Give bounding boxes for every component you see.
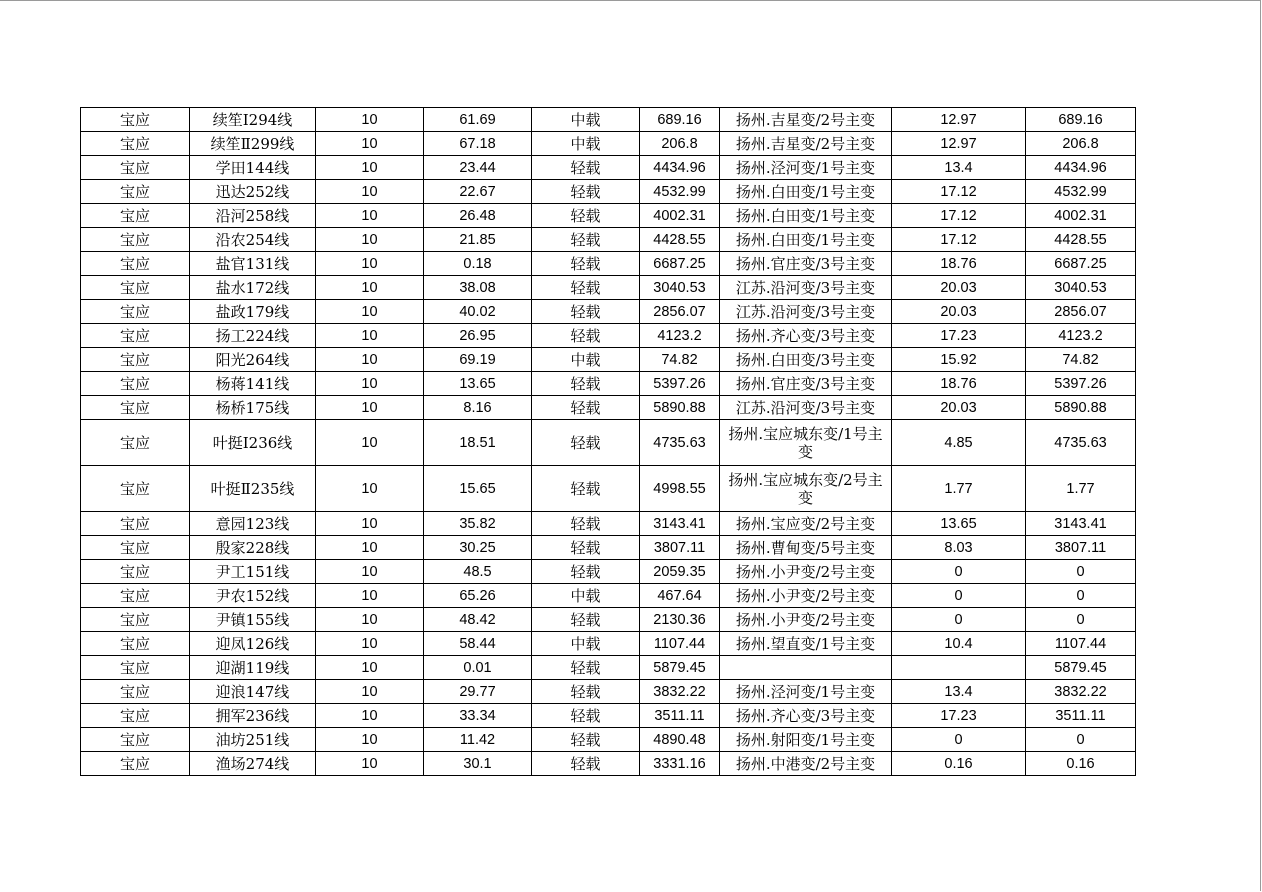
line-name-cell: 盐水172线	[190, 276, 316, 300]
load-status-cell: 轻载	[532, 372, 640, 396]
voltage-cell: 10	[316, 466, 424, 512]
table-row	[81, 752, 1136, 776]
transfer-cell: 4532.99	[1026, 180, 1136, 204]
transfer-cell: 3511.11	[1026, 704, 1136, 728]
table-row	[81, 632, 1136, 656]
load-rate-cell: 33.34	[424, 704, 532, 728]
district-cell: 宝应	[81, 396, 190, 420]
voltage-cell: 10	[316, 420, 424, 466]
load-rate-cell: 0.18	[424, 252, 532, 276]
table-row	[81, 132, 1136, 156]
capacity-cell: 4434.96	[640, 156, 720, 180]
table-body	[81, 108, 1136, 776]
capacity-cell: 3832.22	[640, 680, 720, 704]
line-name-cell: 油坊251线	[190, 728, 316, 752]
district-cell: 宝应	[81, 204, 190, 228]
transfer-cell: 0	[1026, 560, 1136, 584]
transfer-cell: 3832.22	[1026, 680, 1136, 704]
line-name-cell: 迎凤126线	[190, 632, 316, 656]
transfer-cell: 6687.25	[1026, 252, 1136, 276]
table-row	[81, 180, 1136, 204]
capacity-cell: 4890.48	[640, 728, 720, 752]
load-rate-cell: 67.18	[424, 132, 532, 156]
substation-rate-cell: 10.4	[892, 632, 1026, 656]
load-status-cell: 轻载	[532, 204, 640, 228]
substation-cell: 扬州.吉星变/2号主变	[720, 108, 892, 132]
load-status-cell: 轻载	[532, 252, 640, 276]
line-name-cell: 迅达252线	[190, 180, 316, 204]
table-row	[81, 704, 1136, 728]
load-rate-cell: 22.67	[424, 180, 532, 204]
load-status-cell: 中载	[532, 584, 640, 608]
transfer-cell: 5879.45	[1026, 656, 1136, 680]
load-status-cell: 轻载	[532, 536, 640, 560]
voltage-cell: 10	[316, 276, 424, 300]
substation-cell: 扬州.齐心变/3号主变	[720, 704, 892, 728]
substation-rate-cell	[892, 656, 1026, 680]
transfer-cell: 0	[1026, 608, 1136, 632]
load-rate-cell: 61.69	[424, 108, 532, 132]
substation-cell: 江苏.沿河变/3号主变	[720, 300, 892, 324]
voltage-cell: 10	[316, 180, 424, 204]
table-row	[81, 252, 1136, 276]
substation-rate-cell: 17.23	[892, 324, 1026, 348]
voltage-cell: 10	[316, 704, 424, 728]
table-row	[81, 348, 1136, 372]
substation-cell: 扬州.曹甸变/5号主变	[720, 536, 892, 560]
substation-rate-cell: 0	[892, 608, 1026, 632]
district-cell: 宝应	[81, 466, 190, 512]
table-row	[81, 300, 1136, 324]
capacity-cell: 3511.11	[640, 704, 720, 728]
capacity-cell: 2856.07	[640, 300, 720, 324]
load-rate-cell: 69.19	[424, 348, 532, 372]
substation-cell: 扬州.小尹变/2号主变	[720, 608, 892, 632]
load-rate-cell: 8.16	[424, 396, 532, 420]
substation-cell	[720, 656, 892, 680]
district-cell: 宝应	[81, 512, 190, 536]
voltage-cell: 10	[316, 372, 424, 396]
substation-cell: 扬州.官庄变/3号主变	[720, 372, 892, 396]
load-rate-cell: 30.25	[424, 536, 532, 560]
line-name-cell: 尹工151线	[190, 560, 316, 584]
load-status-cell: 轻载	[532, 324, 640, 348]
feeder-load-table	[80, 107, 1136, 776]
substation-rate-cell: 0	[892, 584, 1026, 608]
load-status-cell: 中载	[532, 108, 640, 132]
load-rate-cell: 65.26	[424, 584, 532, 608]
line-name-cell: 渔场274线	[190, 752, 316, 776]
substation-cell: 扬州.宝应城东变/1号主变	[720, 420, 892, 466]
district-cell: 宝应	[81, 180, 190, 204]
transfer-cell: 206.8	[1026, 132, 1136, 156]
load-status-cell: 轻载	[532, 300, 640, 324]
district-cell: 宝应	[81, 156, 190, 180]
load-rate-cell: 30.1	[424, 752, 532, 776]
load-status-cell: 轻载	[532, 512, 640, 536]
line-name-cell: 阳光264线	[190, 348, 316, 372]
load-status-cell: 轻载	[532, 156, 640, 180]
substation-cell: 扬州.宝应变/2号主变	[720, 512, 892, 536]
capacity-cell: 4002.31	[640, 204, 720, 228]
substation-cell: 江苏.沿河变/3号主变	[720, 276, 892, 300]
table-row	[81, 372, 1136, 396]
voltage-cell: 10	[316, 348, 424, 372]
table-row	[81, 656, 1136, 680]
load-rate-cell: 38.08	[424, 276, 532, 300]
district-cell: 宝应	[81, 560, 190, 584]
district-cell: 宝应	[81, 584, 190, 608]
capacity-cell: 5890.88	[640, 396, 720, 420]
table-row	[81, 204, 1136, 228]
substation-rate-cell: 0	[892, 560, 1026, 584]
district-cell: 宝应	[81, 728, 190, 752]
substation-rate-cell: 20.03	[892, 300, 1026, 324]
transfer-cell: 4735.63	[1026, 420, 1136, 466]
transfer-cell: 1.77	[1026, 466, 1136, 512]
district-cell: 宝应	[81, 608, 190, 632]
load-status-cell: 轻载	[532, 396, 640, 420]
line-name-cell: 盐政179线	[190, 300, 316, 324]
substation-rate-cell: 8.03	[892, 536, 1026, 560]
substation-cell: 扬州.小尹变/2号主变	[720, 560, 892, 584]
capacity-cell: 5397.26	[640, 372, 720, 396]
load-rate-cell: 11.42	[424, 728, 532, 752]
line-name-cell: 尹镇155线	[190, 608, 316, 632]
line-name-cell: 沿农254线	[190, 228, 316, 252]
load-status-cell: 轻载	[532, 420, 640, 466]
substation-rate-cell: 18.76	[892, 372, 1026, 396]
load-status-cell: 轻载	[532, 728, 640, 752]
capacity-cell: 4123.2	[640, 324, 720, 348]
transfer-cell: 1107.44	[1026, 632, 1136, 656]
voltage-cell: 10	[316, 536, 424, 560]
transfer-cell: 74.82	[1026, 348, 1136, 372]
district-cell: 宝应	[81, 348, 190, 372]
table-row	[81, 608, 1136, 632]
substation-rate-cell: 17.12	[892, 228, 1026, 252]
load-status-cell: 轻载	[532, 704, 640, 728]
substation-rate-cell: 13.4	[892, 680, 1026, 704]
capacity-cell: 2059.35	[640, 560, 720, 584]
voltage-cell: 10	[316, 108, 424, 132]
substation-rate-cell: 17.23	[892, 704, 1026, 728]
load-status-cell: 轻载	[532, 228, 640, 252]
load-rate-cell: 26.48	[424, 204, 532, 228]
capacity-cell: 6687.25	[640, 252, 720, 276]
district-cell: 宝应	[81, 108, 190, 132]
capacity-cell: 4998.55	[640, 466, 720, 512]
voltage-cell: 10	[316, 680, 424, 704]
transfer-cell: 689.16	[1026, 108, 1136, 132]
substation-cell: 扬州.泾河变/1号主变	[720, 680, 892, 704]
line-name-cell: 杨桥175线	[190, 396, 316, 420]
voltage-cell: 10	[316, 656, 424, 680]
district-cell: 宝应	[81, 132, 190, 156]
substation-cell: 扬州.白田变/3号主变	[720, 348, 892, 372]
table-row	[81, 680, 1136, 704]
load-rate-cell: 26.95	[424, 324, 532, 348]
line-name-cell: 殷家228线	[190, 536, 316, 560]
voltage-cell: 10	[316, 252, 424, 276]
line-name-cell: 拥军236线	[190, 704, 316, 728]
substation-rate-cell: 17.12	[892, 204, 1026, 228]
capacity-cell: 3143.41	[640, 512, 720, 536]
load-rate-cell: 48.42	[424, 608, 532, 632]
transfer-cell: 0	[1026, 584, 1136, 608]
load-status-cell: 轻载	[532, 752, 640, 776]
district-cell: 宝应	[81, 752, 190, 776]
transfer-cell: 4123.2	[1026, 324, 1136, 348]
capacity-cell: 3807.11	[640, 536, 720, 560]
load-status-cell: 轻载	[532, 560, 640, 584]
substation-cell: 扬州.官庄变/3号主变	[720, 252, 892, 276]
substation-rate-cell: 0.16	[892, 752, 1026, 776]
substation-rate-cell: 20.03	[892, 276, 1026, 300]
load-status-cell: 轻载	[532, 680, 640, 704]
substation-cell: 扬州.中港变/2号主变	[720, 752, 892, 776]
line-name-cell: 续笙Ⅱ299线	[190, 132, 316, 156]
load-status-cell: 轻载	[532, 180, 640, 204]
load-rate-cell: 18.51	[424, 420, 532, 466]
substation-rate-cell: 13.4	[892, 156, 1026, 180]
line-name-cell: 学田144线	[190, 156, 316, 180]
transfer-cell: 2856.07	[1026, 300, 1136, 324]
load-rate-cell: 58.44	[424, 632, 532, 656]
table-row	[81, 560, 1136, 584]
table-row	[81, 420, 1136, 466]
capacity-cell: 4428.55	[640, 228, 720, 252]
substation-rate-cell: 20.03	[892, 396, 1026, 420]
capacity-cell: 689.16	[640, 108, 720, 132]
voltage-cell: 10	[316, 728, 424, 752]
line-name-cell: 叶挺Ⅰ236线	[190, 420, 316, 466]
table-row	[81, 324, 1136, 348]
substation-cell: 扬州.白田变/1号主变	[720, 204, 892, 228]
transfer-cell: 3143.41	[1026, 512, 1136, 536]
load-status-cell: 轻载	[532, 608, 640, 632]
district-cell: 宝应	[81, 420, 190, 466]
substation-cell: 扬州.泾河变/1号主变	[720, 156, 892, 180]
load-rate-cell: 21.85	[424, 228, 532, 252]
district-cell: 宝应	[81, 632, 190, 656]
load-rate-cell: 35.82	[424, 512, 532, 536]
line-name-cell: 沿河258线	[190, 204, 316, 228]
district-cell: 宝应	[81, 680, 190, 704]
voltage-cell: 10	[316, 608, 424, 632]
transfer-cell: 4002.31	[1026, 204, 1136, 228]
load-rate-cell: 13.65	[424, 372, 532, 396]
substation-rate-cell: 17.12	[892, 180, 1026, 204]
district-cell: 宝应	[81, 228, 190, 252]
capacity-cell: 3040.53	[640, 276, 720, 300]
table-row	[81, 512, 1136, 536]
load-status-cell: 中载	[532, 132, 640, 156]
voltage-cell: 10	[316, 228, 424, 252]
line-name-cell: 扬工224线	[190, 324, 316, 348]
table-row	[81, 584, 1136, 608]
capacity-cell: 4735.63	[640, 420, 720, 466]
voltage-cell: 10	[316, 156, 424, 180]
load-rate-cell: 29.77	[424, 680, 532, 704]
line-name-cell: 尹农152线	[190, 584, 316, 608]
substation-cell: 扬州.望直变/1号主变	[720, 632, 892, 656]
substation-cell: 扬州.白田变/1号主变	[720, 180, 892, 204]
load-status-cell: 轻载	[532, 466, 640, 512]
substation-rate-cell: 13.65	[892, 512, 1026, 536]
table-row	[81, 156, 1136, 180]
table-row	[81, 228, 1136, 252]
line-name-cell: 迎湖119线	[190, 656, 316, 680]
load-rate-cell: 23.44	[424, 156, 532, 180]
load-rate-cell: 40.02	[424, 300, 532, 324]
load-status-cell: 中载	[532, 632, 640, 656]
substation-cell: 扬州.射阳变/1号主变	[720, 728, 892, 752]
voltage-cell: 10	[316, 132, 424, 156]
load-status-cell: 中载	[532, 348, 640, 372]
voltage-cell: 10	[316, 204, 424, 228]
voltage-cell: 10	[316, 584, 424, 608]
substation-cell: 扬州.白田变/1号主变	[720, 228, 892, 252]
district-cell: 宝应	[81, 704, 190, 728]
capacity-cell: 4532.99	[640, 180, 720, 204]
voltage-cell: 10	[316, 300, 424, 324]
substation-cell: 扬州.小尹变/2号主变	[720, 584, 892, 608]
table-row	[81, 108, 1136, 132]
voltage-cell: 10	[316, 512, 424, 536]
load-status-cell: 轻载	[532, 276, 640, 300]
transfer-cell: 5890.88	[1026, 396, 1136, 420]
line-name-cell: 迎浪147线	[190, 680, 316, 704]
line-name-cell: 叶挺Ⅱ235线	[190, 466, 316, 512]
transfer-cell: 3040.53	[1026, 276, 1136, 300]
voltage-cell: 10	[316, 632, 424, 656]
substation-rate-cell: 0	[892, 728, 1026, 752]
transfer-cell: 0	[1026, 728, 1136, 752]
district-cell: 宝应	[81, 276, 190, 300]
district-cell: 宝应	[81, 656, 190, 680]
voltage-cell: 10	[316, 396, 424, 420]
substation-rate-cell: 15.92	[892, 348, 1026, 372]
capacity-cell: 2130.36	[640, 608, 720, 632]
load-rate-cell: 48.5	[424, 560, 532, 584]
load-status-cell: 轻载	[532, 656, 640, 680]
transfer-cell: 4428.55	[1026, 228, 1136, 252]
district-cell: 宝应	[81, 372, 190, 396]
capacity-cell: 206.8	[640, 132, 720, 156]
transfer-cell: 4434.96	[1026, 156, 1136, 180]
table-row	[81, 728, 1136, 752]
district-cell: 宝应	[81, 324, 190, 348]
line-name-cell: 盐官131线	[190, 252, 316, 276]
district-cell: 宝应	[81, 300, 190, 324]
transfer-cell: 0.16	[1026, 752, 1136, 776]
voltage-cell: 10	[316, 324, 424, 348]
capacity-cell: 1107.44	[640, 632, 720, 656]
table-row	[81, 276, 1136, 300]
capacity-cell: 74.82	[640, 348, 720, 372]
voltage-cell: 10	[316, 752, 424, 776]
load-rate-cell: 0.01	[424, 656, 532, 680]
substation-cell: 扬州.齐心变/3号主变	[720, 324, 892, 348]
table-row	[81, 396, 1136, 420]
district-cell: 宝应	[81, 252, 190, 276]
capacity-cell: 467.64	[640, 584, 720, 608]
capacity-cell: 5879.45	[640, 656, 720, 680]
table-row	[81, 536, 1136, 560]
transfer-cell: 3807.11	[1026, 536, 1136, 560]
load-rate-cell: 15.65	[424, 466, 532, 512]
substation-rate-cell: 4.85	[892, 420, 1026, 466]
line-name-cell: 杨蒋141线	[190, 372, 316, 396]
substation-cell: 江苏.沿河变/3号主变	[720, 396, 892, 420]
capacity-cell: 3331.16	[640, 752, 720, 776]
substation-cell: 扬州.宝应城东变/2号主变	[720, 466, 892, 512]
substation-rate-cell: 18.76	[892, 252, 1026, 276]
substation-rate-cell: 12.97	[892, 132, 1026, 156]
voltage-cell: 10	[316, 560, 424, 584]
line-name-cell: 续笙Ⅰ294线	[190, 108, 316, 132]
table-row	[81, 466, 1136, 512]
transfer-cell: 5397.26	[1026, 372, 1136, 396]
district-cell: 宝应	[81, 536, 190, 560]
line-name-cell: 意园123线	[190, 512, 316, 536]
substation-cell: 扬州.吉星变/2号主变	[720, 132, 892, 156]
substation-rate-cell: 1.77	[892, 466, 1026, 512]
substation-rate-cell: 12.97	[892, 108, 1026, 132]
